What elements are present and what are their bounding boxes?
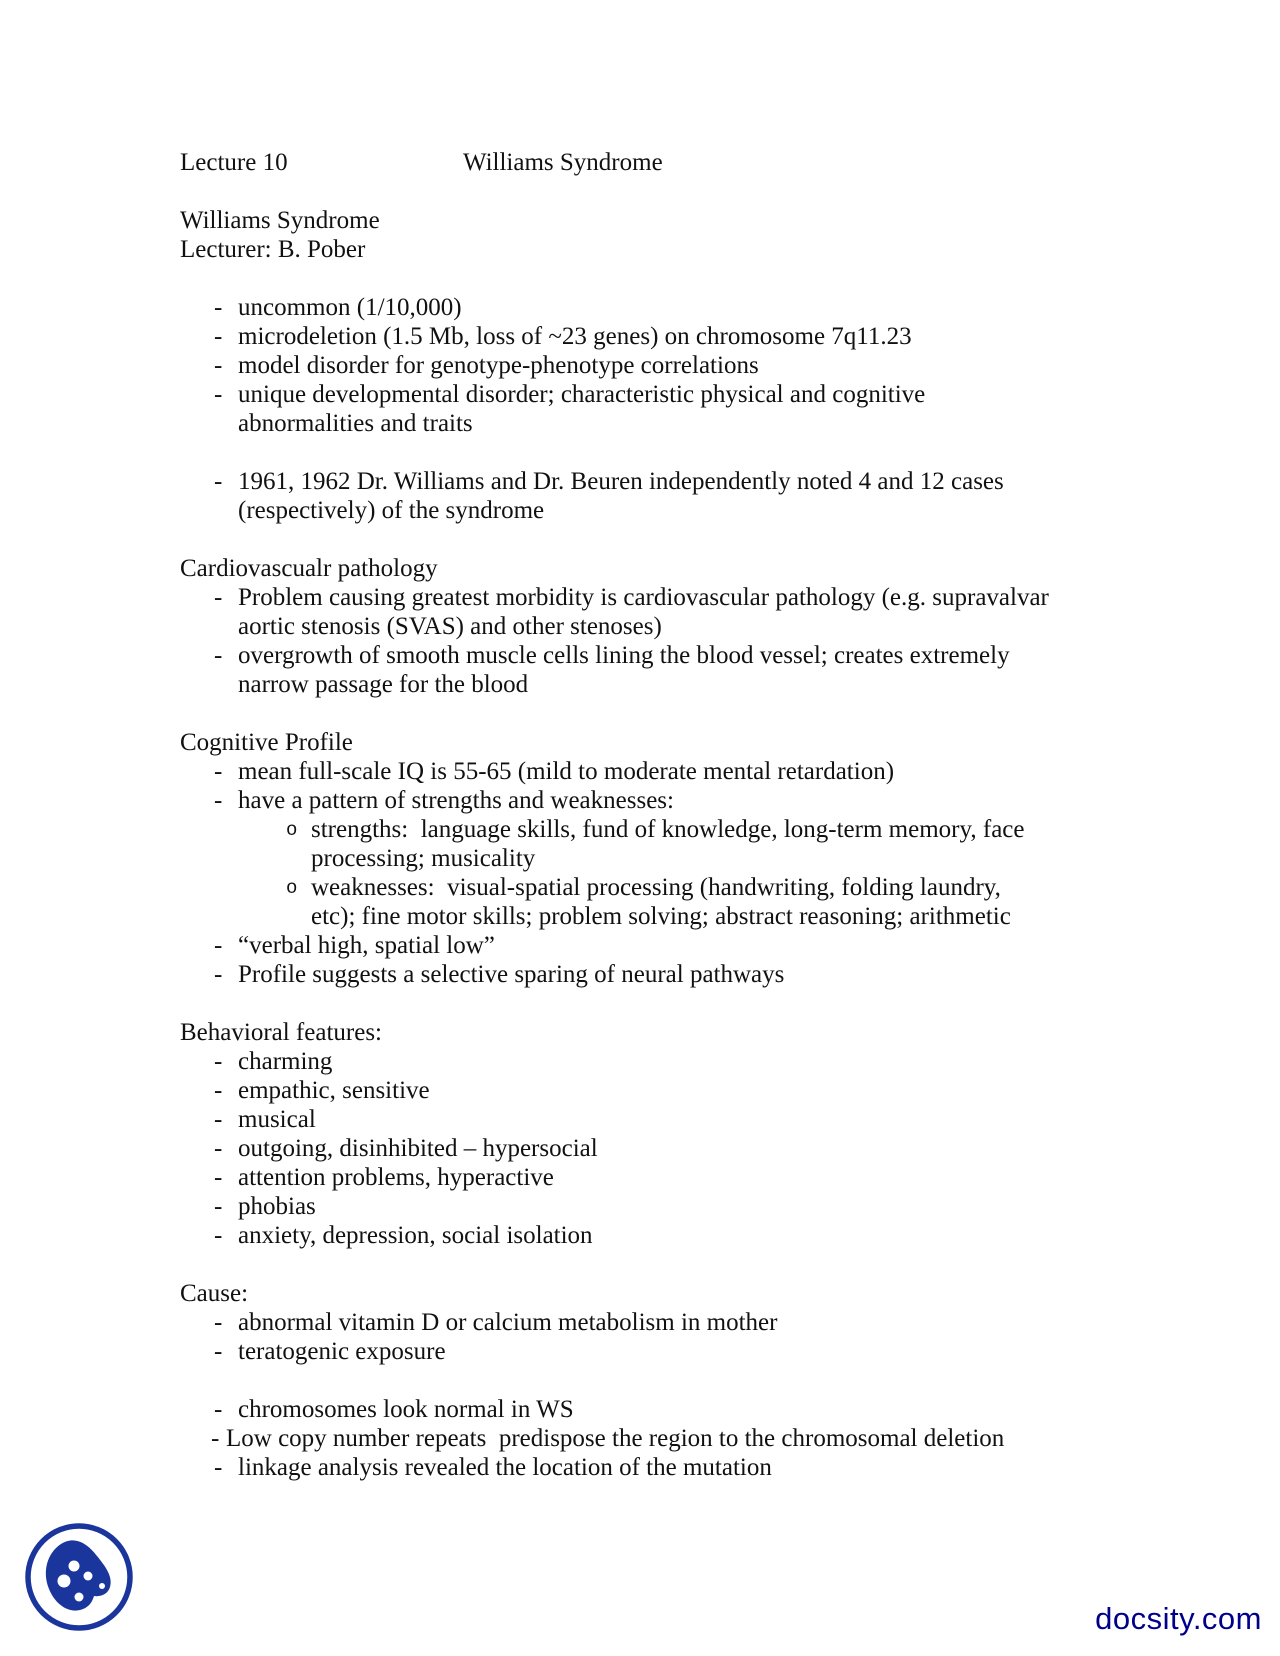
dash-bullet-icon: -: [214, 352, 223, 379]
logo-dot: [99, 1583, 105, 1589]
spacer: [180, 699, 1050, 728]
bullet-item: [180, 1163, 1050, 1192]
bullet-item: [180, 786, 1050, 815]
bullet-item: [180, 1047, 1050, 1076]
section-heading: Cognitive Profile: [180, 729, 353, 756]
bullet-text: linkage analysis revealed the location of the mutation: [238, 1454, 772, 1481]
bullet-item: [180, 1192, 1050, 1221]
bullet-text: outgoing, disinhibited – hypersocial: [238, 1135, 598, 1162]
bullet-item: [180, 583, 1056, 641]
bullet-item: [180, 322, 1050, 351]
dash-bullet-icon: -: [214, 1396, 223, 1423]
document-body: [180, 148, 1056, 1482]
bullet-item: [180, 1134, 1050, 1163]
bullet-item: [180, 467, 1050, 525]
dash-bullet-icon: -: [214, 1338, 223, 1365]
spacer: [180, 1250, 1050, 1279]
spacer: [180, 177, 1050, 206]
bullet-item: [180, 1076, 1050, 1105]
bullet-text: model disorder for genotype-phenotype correlations: [238, 352, 759, 379]
bullet-item: [180, 1221, 1050, 1250]
section-heading: Cardiovascualr pathology: [180, 555, 438, 582]
bullet-text: overgrowth of smooth muscle cells lining the blood vessel; creates extremely narrow passage for the blood: [238, 642, 1016, 698]
bullet-text: musical: [238, 1106, 316, 1133]
dash-bullet-icon: -: [214, 642, 223, 669]
bullet-text: Profile suggests a selective sparing of neural pathways: [238, 961, 785, 988]
bullet-text: Low copy number repeats predispose the region to the chromosomal deletion: [226, 1425, 1005, 1452]
bullet-text: anxiety, depression, social isolation: [238, 1222, 593, 1249]
dash-bullet-icon: -: [214, 932, 223, 959]
docsity-logo: [22, 1519, 136, 1633]
bullet-item-flush: [180, 1424, 1050, 1453]
bullet-text: weaknesses: visual-spatial processing (handwriting, folding laundry, etc); fine motor skills; problem solving; abstract reasoning; arithmetic: [311, 874, 1011, 930]
doc-header-row: [180, 148, 1050, 177]
spacer: [180, 1366, 1050, 1395]
dash-bullet-icon: -: [214, 1048, 223, 1075]
dash-bullet-icon: -: [214, 381, 223, 408]
bullet-item: [180, 1337, 1050, 1366]
circle-bullet-icon: o: [286, 877, 298, 899]
dash-bullet-icon: -: [214, 1135, 223, 1162]
bullet-item: [180, 641, 1050, 699]
dash-bullet-icon: -: [214, 1309, 223, 1336]
spacer: [180, 264, 1050, 293]
bullet-text: “verbal high, spatial low”: [238, 932, 495, 959]
bullet-item: [180, 757, 1050, 786]
spacer: [180, 525, 1050, 554]
bullet-item: [180, 380, 1050, 438]
bullet-text: unique developmental disorder; characteristic physical and cognitive abnormalities and traits: [238, 381, 932, 437]
dash-bullet-icon: -: [214, 1077, 223, 1104]
logo-dot: [84, 1572, 93, 1581]
bullet-text: mean full-scale IQ is 55-65 (mild to moderate mental retardation): [238, 758, 895, 785]
dash-bullet-icon: -: [214, 1106, 223, 1133]
page-title: Williams Syndrome: [463, 149, 663, 176]
dash-bullet-icon: -: [214, 1454, 223, 1481]
bullet-item: [180, 1395, 1050, 1424]
bullet-item: [180, 1105, 1050, 1134]
text-line: Williams Syndrome: [180, 207, 380, 234]
bullet-item: [180, 1453, 1050, 1482]
bullet-text: strengths: language skills, fund of knowledge, long-term memory, face processing; musicality: [311, 816, 1031, 872]
bullet-text: empathic, sensitive: [238, 1077, 430, 1104]
dash-bullet-icon: -: [214, 961, 223, 988]
logo-dot: [75, 1593, 84, 1602]
bullet-text: have a pattern of strengths and weaknesses:: [238, 787, 674, 814]
spacer: [180, 989, 1050, 1018]
bullet-text: charming: [238, 1048, 333, 1075]
bullet-item: [180, 351, 1050, 380]
bullet-text: microdeletion (1.5 Mb, loss of ~23 genes) on chromosome 7q11.23: [238, 323, 912, 350]
spacer: [180, 438, 1050, 467]
bullet-text: teratogenic exposure: [238, 1338, 446, 1365]
dash-bullet-icon: -: [214, 787, 223, 814]
dash-bullet-icon: -: [214, 1193, 223, 1220]
bullet-item: [180, 960, 1050, 989]
bullet-text: phobias: [238, 1193, 316, 1220]
dash-bullet-icon: -: [214, 1222, 223, 1249]
dash-bullet-icon: -: [214, 584, 223, 611]
lecture-number: Lecture 10: [180, 149, 288, 176]
circle-bullet-icon: o: [286, 819, 298, 841]
dash-bullet-icon: -: [214, 758, 223, 785]
bullet-text: abnormal vitamin D or calcium metabolism in mother: [238, 1309, 778, 1336]
dash-bullet-icon: -: [211, 1425, 220, 1452]
sub-bullet-item: [180, 815, 1050, 873]
sub-bullet-item: [180, 873, 1050, 931]
section-heading: Behavioral features:: [180, 1019, 382, 1046]
bullet-text: chromosomes look normal in WS: [238, 1396, 574, 1423]
section-heading: Cause:: [180, 1280, 249, 1307]
bullet-text: 1961, 1962 Dr. Williams and Dr. Beuren independently noted 4 and 12 cases (respectively) of the syndrome: [238, 468, 1010, 524]
dash-bullet-icon: -: [214, 323, 223, 350]
dash-bullet-icon: -: [214, 468, 223, 495]
text-line: Lecturer: B. Pober: [180, 236, 366, 263]
dash-bullet-icon: -: [214, 1164, 223, 1191]
bullet-item: [180, 293, 1050, 322]
dash-bullet-icon: -: [214, 294, 223, 321]
bullet-text: Problem causing greatest morbidity is cardiovascular pathology (e.g. supravalvar aortic stenosis (SVAS) and other stenoses): [238, 584, 1056, 640]
docsity-link[interactable]: docsity.com: [1095, 1601, 1262, 1636]
bullet-text: attention problems, hyperactive: [238, 1164, 554, 1191]
bullet-text: uncommon (1/10,000): [238, 294, 462, 321]
logo-dot: [69, 1561, 80, 1572]
bullet-item: [180, 1308, 1050, 1337]
bullet-item: [180, 931, 1050, 960]
logo-dot: [58, 1575, 71, 1588]
